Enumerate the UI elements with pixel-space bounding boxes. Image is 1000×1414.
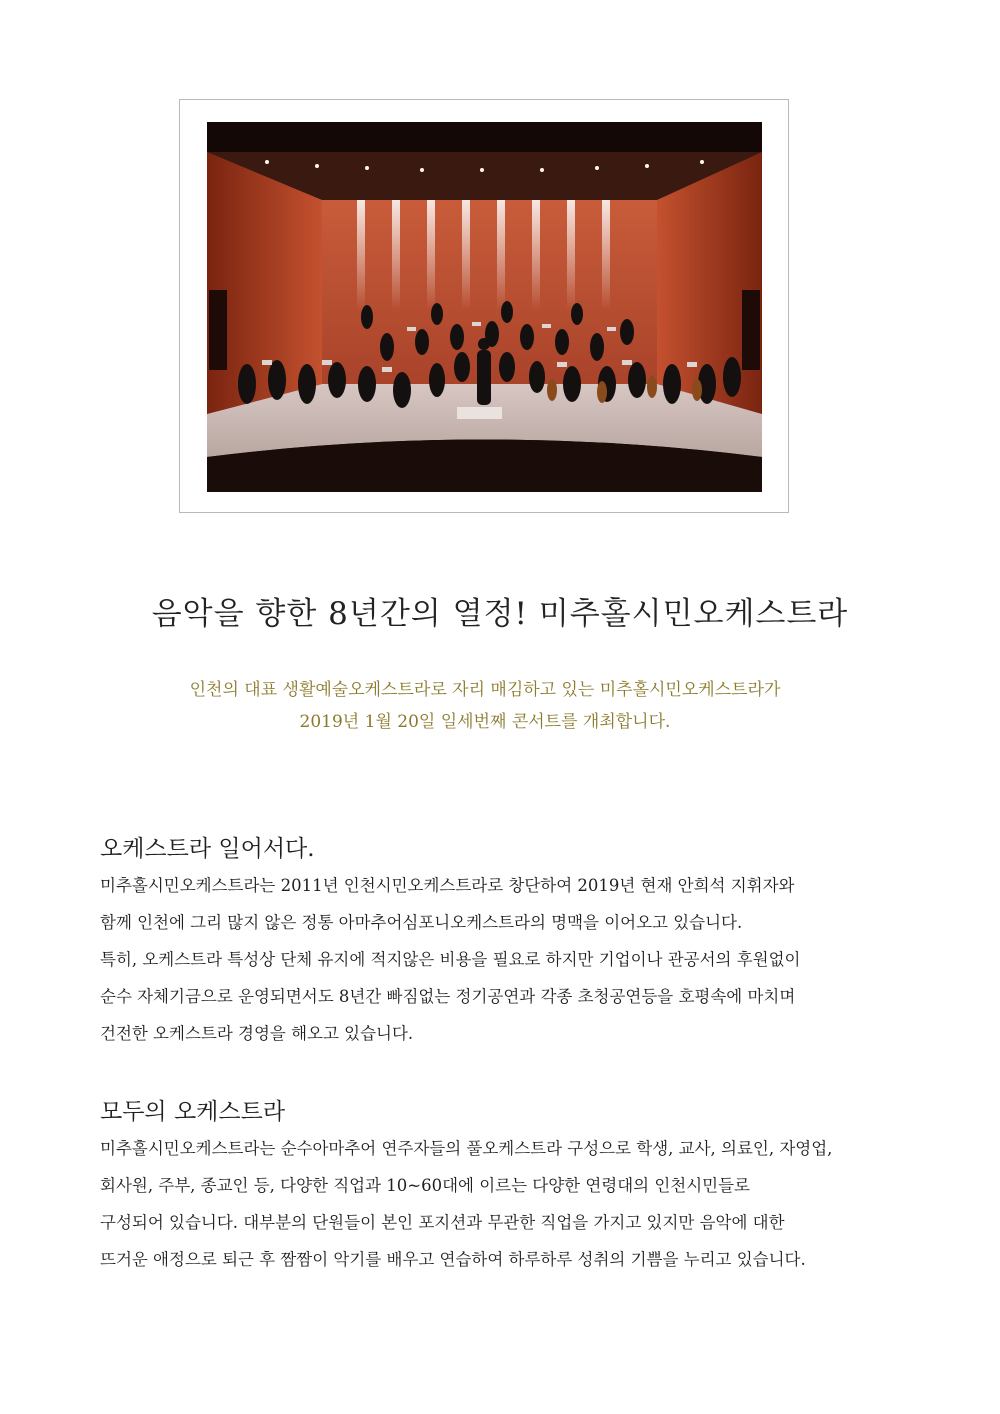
photo-frame [179, 99, 789, 513]
paragraph-line: 건전한 오케스트라 경영을 해오고 있습니다. [100, 1024, 414, 1043]
paragraph-line: 미추홀시민오케스트라는 2011년 인천시민오케스트라로 창단하여 2019년 현재 안희석 지휘자와 [100, 876, 795, 895]
subtitle [0, 674, 970, 738]
paragraph-line: 함께 인천에 그리 많지 않은 정통 아마추어심포니오케스트라의 명맥을 이어오고 있습니다. [100, 913, 743, 932]
paragraph-line: 뜨거운 애정으로 퇴근 후 짬짬이 악기를 배우고 연습하여 하루하루 성취의 기쁨을 누리고 있습니다. [100, 1250, 806, 1269]
section-body-everyones-orchestra [100, 1130, 960, 1278]
subtitle-line: 2019년 1월 20일 일세번째 콘서트를 개최합니다. [299, 712, 671, 732]
page-title: 음악을 향한 8년간의 열정! 미추홀시민오케스트라 [151, 596, 849, 632]
paragraph-line: 구성되어 있습니다. 대부분의 단원들이 본인 포지션과 무관한 직업을 가지고 있지만 음악에 대한 [100, 1213, 785, 1232]
section-body-orchestra-rises [100, 867, 960, 1052]
paragraph-line: 미추홀시민오케스트라는 순수아마추어 연주자들의 풀오케스트라 구성으로 학생, 교사, 의료인, 자영업, [100, 1139, 833, 1158]
orchestra-concert-photo [207, 122, 762, 492]
paragraph-line: 회사원, 주부, 종교인 등, 다양한 직업과 10~60대에 이르는 다양한 연령대의 인천시민들로 [100, 1176, 750, 1195]
section-heading-everyones-orchestra: 모두의 오케스트라 [100, 1099, 286, 1125]
subtitle-line: 인천의 대표 생활예술오케스트라로 자리 매김하고 있는 미추홀시민오케스트라가 [189, 680, 781, 700]
orchestra-stage-illustration [207, 122, 762, 492]
section-heading-orchestra-rises: 오케스트라 일어서다. [100, 836, 315, 862]
paragraph-line: 순수 자체기금으로 운영되면서도 8년간 빠짐없는 정기공연과 각종 초청공연등을 호평속에 마치며 [100, 987, 796, 1006]
paragraph-line: 특히, 오케스트라 특성상 단체 유지에 적지않은 비용을 필요로 하지만 기업이나 관공서의 후원없이 [100, 950, 801, 969]
